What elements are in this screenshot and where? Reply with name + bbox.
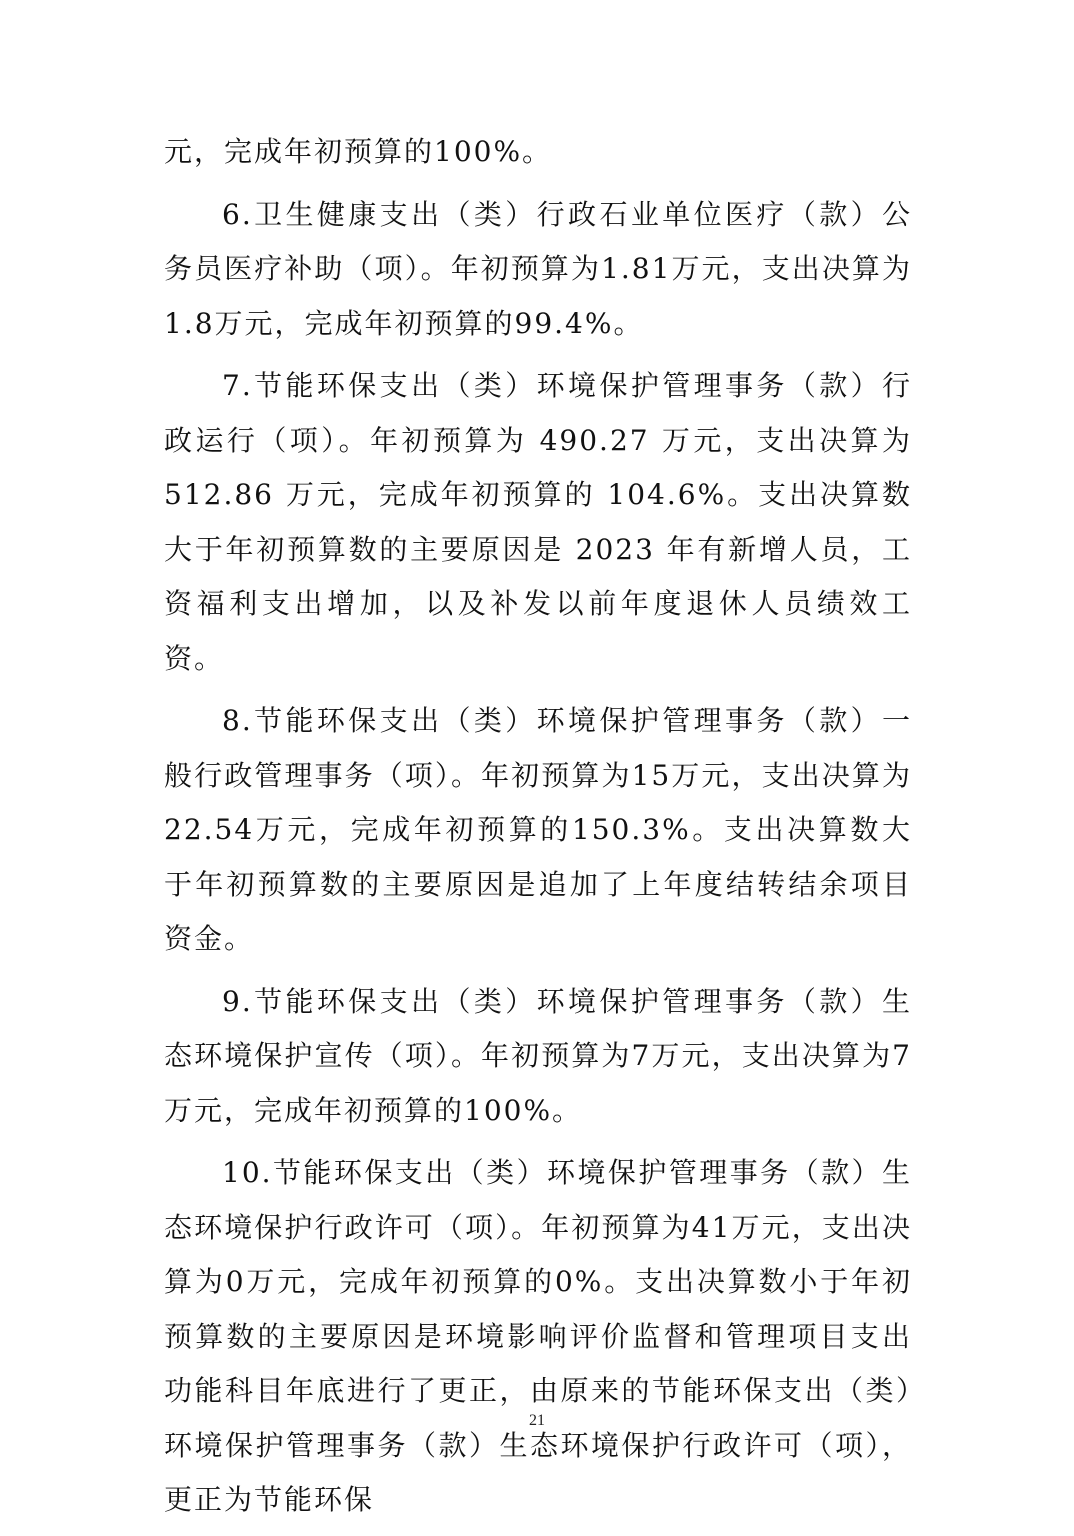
- paragraph-item-8: 8.节能环保支出（类）环境保护管理事务（款）一般行政管理事务（项）。年初预算为15万元，支出决算为22.54万元，完成年初预算的150.3%。支出决算数大于年初预算数的主要原因是追加了上年度结转结余项目资金。: [164, 704, 912, 955]
- paragraph-item-7: 7.节能环保支出（类）环境保护管理事务（款）行政运行（项）。年初预算为 490.27 万元，支出决算为 512.86 万元，完成年初预算的 104.6%。支出决算数大于年初预算数的主要原因是 2023 年有新增人员，工资福利支出增加，以及补发以前年度退休人员绩效工资。: [164, 369, 912, 675]
- paragraph-item-10: 10.节能环保支出（类）环境保护管理事务（款）生态环境保护行政许可（项）。年初预算为41万元，支出决算为0万元，完成年初预算的0%。支出决算数小于年初预算数的主要原因是环境影响评价监督和管理项目支出功能科目年底进行了更正，由原来的节能环保支出（类）环境保护管理事务（款）生态环境保护行政许可（项），更正为节能环保: [164, 1156, 912, 1516]
- paragraph-continuation: 元，完成年初预算的100%。: [164, 135, 553, 168]
- page-number: 21: [529, 1412, 545, 1429]
- paragraph-item-6: 6.卫生健康支出（类）行政石业单位医疗（款）公务员医疗补助（项）。年初预算为1.81万元，支出决算为1.8万元，完成年初预算的99.4%。: [164, 197, 912, 340]
- document-body: [164, 125, 912, 1536]
- paragraph-item-9: 9.节能环保支出（类）环境保护管理事务（款）生态环境保护宣传（项）。年初预算为7万元，支出决算为7万元，完成年初预算的100%。: [164, 984, 912, 1127]
